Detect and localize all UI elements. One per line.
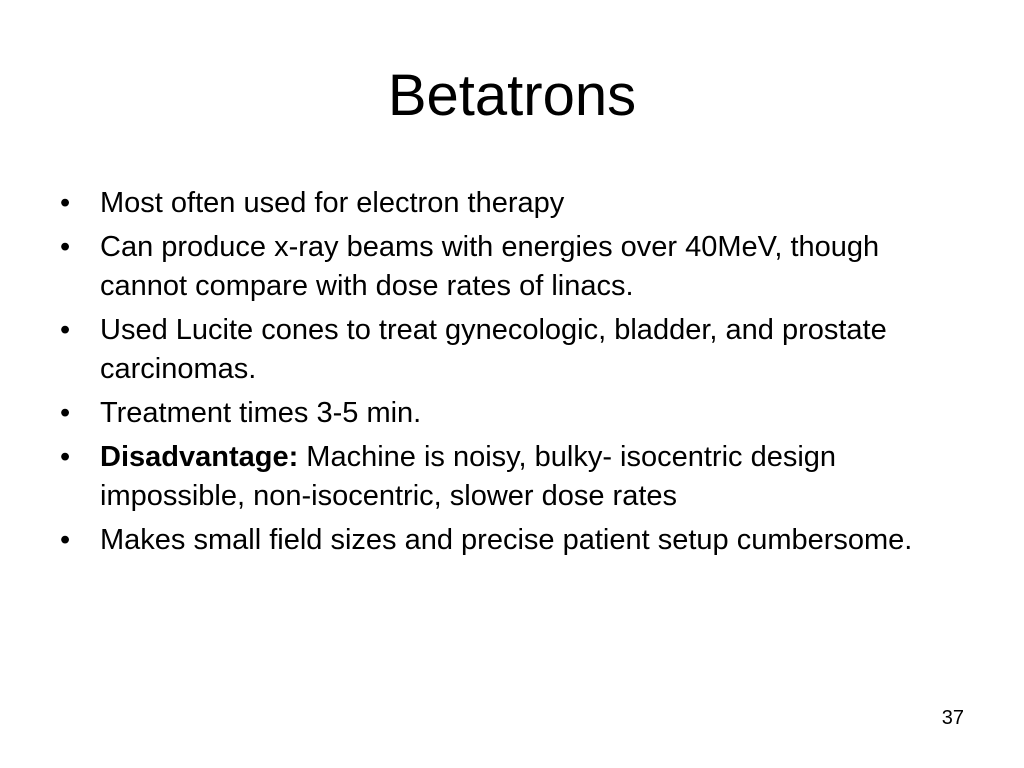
bullet-text	[100, 314, 887, 385]
bullet-text-body: Machine is noisy, bulky- isocentric design impossible, non-isocentric, slower dose rates	[100, 441, 837, 512]
bullet-item-2	[60, 228, 960, 306]
bullet-icon: •	[60, 314, 71, 346]
bullet-item-4	[60, 394, 960, 433]
bullet-text	[100, 441, 836, 512]
bullet-item-6	[60, 521, 960, 560]
bullet-item-1	[60, 184, 960, 223]
bullet-text-body: Used Lucite cones to treat gynecologic, bladder, and prostate carcinomas.	[100, 314, 887, 385]
bullet-text	[100, 231, 879, 302]
bullet-text-body: Most often used for electron therapy	[100, 187, 565, 219]
bullet-text-body: Makes small field sizes and precise patient setup cumbersome.	[100, 524, 913, 556]
page-number: 37	[941, 707, 964, 729]
bullet-icon: •	[60, 524, 71, 556]
bullet-icon: •	[60, 397, 71, 429]
bullet-icon: •	[60, 231, 71, 263]
bullet-list	[60, 184, 960, 565]
bullet-text	[100, 524, 912, 556]
slide-title: Betatrons	[387, 63, 637, 128]
bullet-icon: •	[60, 187, 71, 219]
bullet-lead-emphasis: Disadvantage:	[100, 441, 299, 473]
bullet-text	[100, 187, 564, 219]
bullet-text-body: Can produce x-ray beams with energies over 40MeV, though cannot compare with dose rates of linacs.	[100, 231, 880, 302]
bullet-icon: •	[60, 441, 71, 473]
bullet-text-body: Treatment times 3-5 min.	[100, 397, 422, 429]
bullet-item-5	[60, 438, 960, 516]
bullet-item-3	[60, 311, 960, 389]
bullet-text	[100, 397, 421, 429]
